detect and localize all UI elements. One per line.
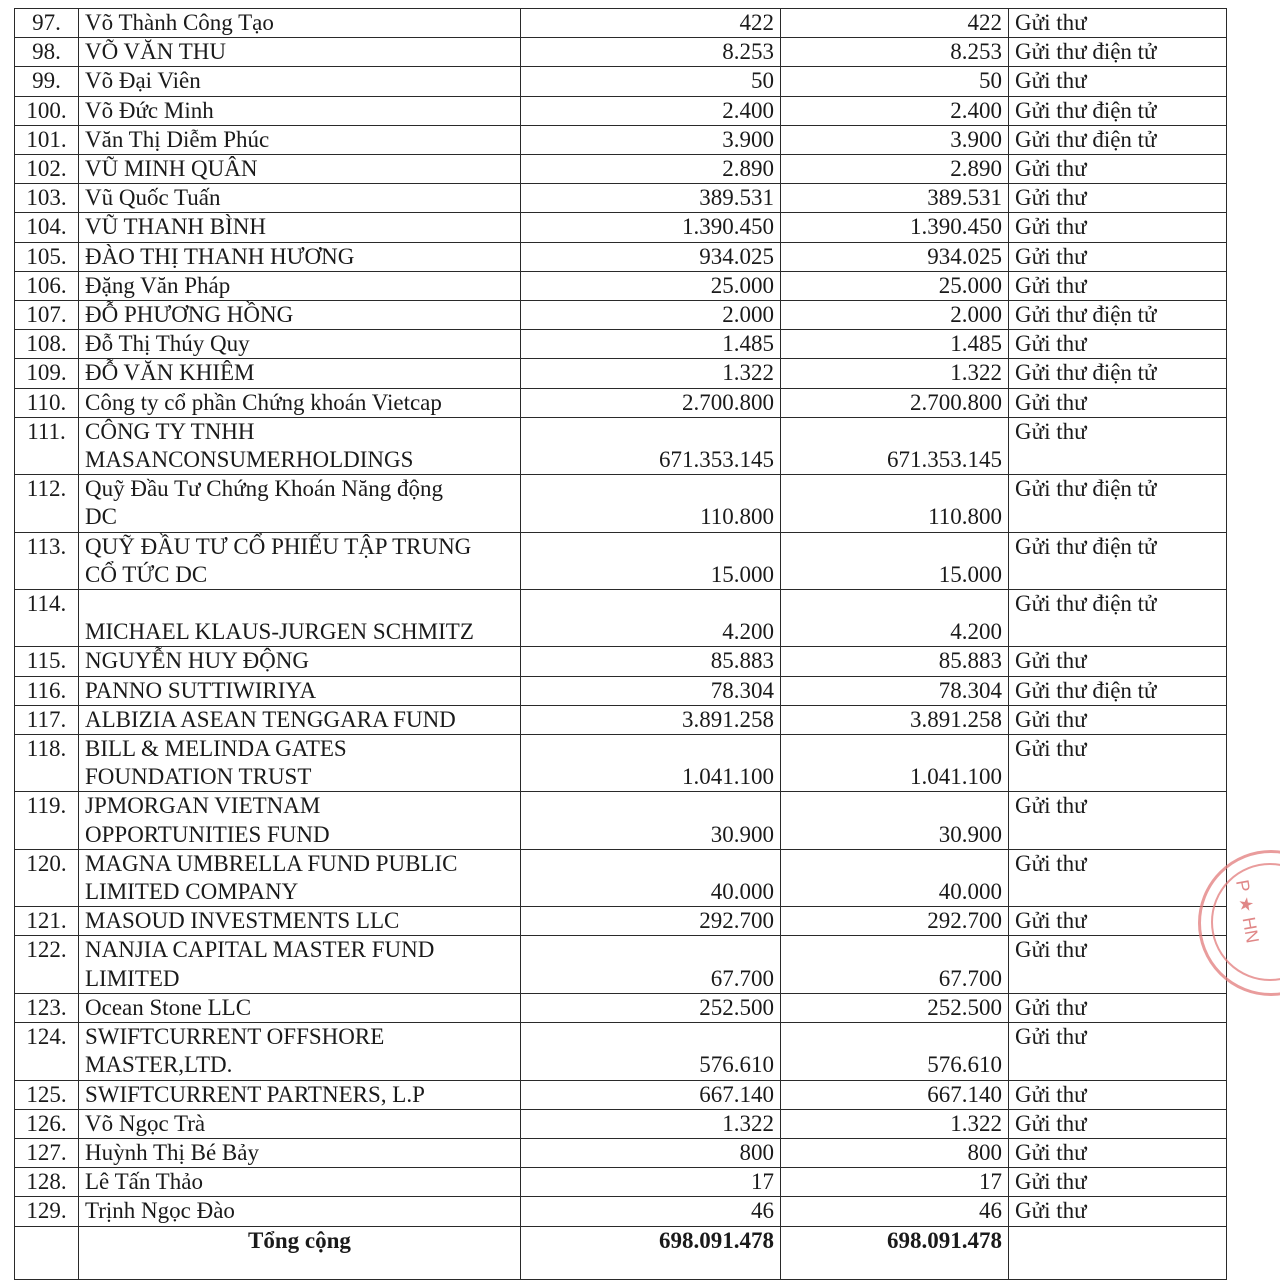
- shares-voting: 46: [781, 1197, 1009, 1226]
- shareholder-name: [79, 417, 521, 474]
- delivery-method: Gửi thư: [1009, 936, 1227, 993]
- shares-owned: 667.140: [521, 1080, 781, 1109]
- delivery-method: Gửi thư: [1009, 647, 1227, 676]
- company-seal-text: P ★ HN: [1232, 878, 1263, 945]
- shareholder-name: ĐÀO THỊ THANH HƯƠNG: [79, 242, 521, 271]
- delivery-method: Gửi thư: [1009, 330, 1227, 359]
- delivery-method: Gửi thư điện tử: [1009, 38, 1227, 67]
- shares-owned: 110.800: [521, 475, 781, 532]
- shareholder-name-line-1: BILL & MELINDA GATES: [85, 736, 347, 762]
- total-label: Tổng cộng: [79, 1226, 521, 1279]
- row-number: 128.: [15, 1168, 79, 1197]
- table-row: [15, 676, 1227, 705]
- delivery-method: Gửi thư điện tử: [1009, 96, 1227, 125]
- shareholder-name: SWIFTCURRENT PARTNERS, L.P: [79, 1080, 521, 1109]
- row-number: 119.: [15, 792, 79, 849]
- table-row: [15, 38, 1227, 67]
- delivery-method: Gửi thư điện tử: [1009, 590, 1227, 647]
- shares-owned: 2.000: [521, 301, 781, 330]
- row-number: 98.: [15, 38, 79, 67]
- table-row: [15, 936, 1227, 993]
- table-row: [15, 1197, 1227, 1226]
- shares-owned: 800: [521, 1138, 781, 1167]
- shares-owned: 78.304: [521, 676, 781, 705]
- shareholder-name: Vũ Quốc Tuấn: [79, 184, 521, 213]
- table-row: [15, 849, 1227, 906]
- shareholder-name-line-2: OPPORTUNITIES FUND: [85, 821, 330, 847]
- table-row: [15, 1109, 1227, 1138]
- shares-owned: 1.041.100: [521, 735, 781, 792]
- table-row: [15, 9, 1227, 38]
- row-number: 129.: [15, 1197, 79, 1226]
- table-row: [15, 532, 1227, 589]
- shareholder-name: [79, 475, 521, 532]
- shareholder-name: Đặng Văn Pháp: [79, 271, 521, 300]
- row-number: 126.: [15, 1109, 79, 1138]
- shares-voting: 252.500: [781, 993, 1009, 1022]
- row-number: 127.: [15, 1138, 79, 1167]
- shares-voting: 1.390.450: [781, 213, 1009, 242]
- table-row: [15, 359, 1227, 388]
- table-row: [15, 792, 1227, 849]
- row-number: 108.: [15, 330, 79, 359]
- shares-voting: 2.000: [781, 301, 1009, 330]
- table-row: [15, 242, 1227, 271]
- shares-voting: 292.700: [781, 907, 1009, 936]
- table-row: [15, 993, 1227, 1022]
- shares-voting: 800: [781, 1138, 1009, 1167]
- row-number: 100.: [15, 96, 79, 125]
- delivery-method: Gửi thư: [1009, 67, 1227, 96]
- delivery-method: Gửi thư: [1009, 184, 1227, 213]
- shares-owned: 1.485: [521, 330, 781, 359]
- shares-voting: 389.531: [781, 184, 1009, 213]
- shares-owned: 17: [521, 1168, 781, 1197]
- shares-owned: 292.700: [521, 907, 781, 936]
- shares-owned: 15.000: [521, 532, 781, 589]
- row-number: 109.: [15, 359, 79, 388]
- delivery-method: Gửi thư: [1009, 907, 1227, 936]
- table-row: [15, 1168, 1227, 1197]
- table-row: [15, 125, 1227, 154]
- shareholder-name: Đỗ Thị Thúy Quy: [79, 330, 521, 359]
- shares-voting: 422: [781, 9, 1009, 38]
- shares-owned: 40.000: [521, 849, 781, 906]
- delivery-method: Gửi thư: [1009, 9, 1227, 38]
- shares-owned: 1.390.450: [521, 213, 781, 242]
- row-number: 107.: [15, 301, 79, 330]
- shareholder-name: [79, 532, 521, 589]
- row-number: 111.: [15, 417, 79, 474]
- shares-owned: 2.400: [521, 96, 781, 125]
- shares-owned: 2.890: [521, 155, 781, 184]
- shares-voting: 78.304: [781, 676, 1009, 705]
- shares-owned: 1.322: [521, 359, 781, 388]
- delivery-method: Gửi thư: [1009, 271, 1227, 300]
- delivery-method: Gửi thư: [1009, 388, 1227, 417]
- shares-voting: 15.000: [781, 532, 1009, 589]
- row-number: 124.: [15, 1023, 79, 1080]
- row-number: 113.: [15, 532, 79, 589]
- shareholder-name: [79, 590, 521, 647]
- shares-voting: 3.891.258: [781, 705, 1009, 734]
- delivery-method: Gửi thư: [1009, 417, 1227, 474]
- delivery-method: Gửi thư: [1009, 242, 1227, 271]
- row-number: 121.: [15, 907, 79, 936]
- shareholder-name: VŨ THANH BÌNH: [79, 213, 521, 242]
- shares-voting: 671.353.145: [781, 417, 1009, 474]
- row-number: 104.: [15, 213, 79, 242]
- row-number: 123.: [15, 993, 79, 1022]
- shareholder-name-line-1: Quỹ Đầu Tư Chứng Khoán Năng động: [85, 476, 443, 502]
- total-shares-a: 698.091.478: [521, 1226, 781, 1279]
- shareholder-name: Văn Thị Diễm Phúc: [79, 125, 521, 154]
- delivery-method: Gửi thư điện tử: [1009, 532, 1227, 589]
- shareholder-table: [14, 8, 1227, 1280]
- row-number: 101.: [15, 125, 79, 154]
- delivery-method: Gửi thư điện tử: [1009, 125, 1227, 154]
- table-row: [15, 417, 1227, 474]
- row-number: 112.: [15, 475, 79, 532]
- shares-voting: 667.140: [781, 1080, 1009, 1109]
- shares-owned: 252.500: [521, 993, 781, 1022]
- table-row: [15, 388, 1227, 417]
- table-row: [15, 1080, 1227, 1109]
- shares-owned: 389.531: [521, 184, 781, 213]
- shares-owned: 934.025: [521, 242, 781, 271]
- shareholder-name: Võ Đức Minh: [79, 96, 521, 125]
- shareholder-name-line-1: [85, 590, 514, 618]
- shares-owned: 25.000: [521, 271, 781, 300]
- shares-voting: 40.000: [781, 849, 1009, 906]
- shares-owned: 1.322: [521, 1109, 781, 1138]
- delivery-method: Gửi thư điện tử: [1009, 475, 1227, 532]
- shares-owned: 50: [521, 67, 781, 96]
- shareholder-name-line-2: LIMITED COMPANY: [85, 879, 299, 905]
- delivery-method: Gửi thư: [1009, 849, 1227, 906]
- delivery-method: Gửi thư: [1009, 1080, 1227, 1109]
- shareholder-name-line-1: CÔNG TY TNHH: [85, 418, 255, 444]
- table-row: [15, 301, 1227, 330]
- shareholder-name: MASOUD INVESTMENTS LLC: [79, 907, 521, 936]
- shares-voting: 3.900: [781, 125, 1009, 154]
- shares-voting: 1.485: [781, 330, 1009, 359]
- shares-voting: 576.610: [781, 1023, 1009, 1080]
- row-number: 117.: [15, 705, 79, 734]
- delivery-method: Gửi thư: [1009, 792, 1227, 849]
- shares-owned: 4.200: [521, 590, 781, 647]
- shareholder-name: ALBIZIA ASEAN TENGGARA FUND: [79, 705, 521, 734]
- delivery-method: Gửi thư điện tử: [1009, 359, 1227, 388]
- shares-owned: 422: [521, 9, 781, 38]
- shares-voting: 4.200: [781, 590, 1009, 647]
- shareholder-name: Võ Đại Viên: [79, 67, 521, 96]
- shares-owned: 67.700: [521, 936, 781, 993]
- delivery-method: Gửi thư: [1009, 155, 1227, 184]
- row-number: 99.: [15, 67, 79, 96]
- table-row: [15, 590, 1227, 647]
- shares-voting: 50: [781, 67, 1009, 96]
- row-number: 110.: [15, 388, 79, 417]
- row-number: 122.: [15, 936, 79, 993]
- delivery-method: Gửi thư: [1009, 993, 1227, 1022]
- row-number: 125.: [15, 1080, 79, 1109]
- shareholder-name-line-2: MASANCONSUMERHOLDINGS: [85, 447, 414, 473]
- delivery-method: Gửi thư: [1009, 735, 1227, 792]
- shareholder-name-line-1: NANJIA CAPITAL MASTER FUND: [85, 937, 435, 963]
- row-number: 116.: [15, 676, 79, 705]
- row-number: 103.: [15, 184, 79, 213]
- total-method-cell: [1009, 1226, 1227, 1279]
- shareholder-name-line-1: SWIFTCURRENT OFFSHORE: [85, 1024, 385, 1050]
- shareholder-name: Võ Thành Công Tạo: [79, 9, 521, 38]
- shareholder-name-line-2: LIMITED: [85, 965, 180, 991]
- shares-owned: 30.900: [521, 792, 781, 849]
- table-row: [15, 475, 1227, 532]
- table-row: [15, 96, 1227, 125]
- delivery-method: Gửi thư điện tử: [1009, 676, 1227, 705]
- total-shares-b: 698.091.478: [781, 1226, 1009, 1279]
- shareholder-name: VŨ MINH QUÂN: [79, 155, 521, 184]
- shareholder-name: Công ty cổ phần Chứng khoán Vietcap: [79, 388, 521, 417]
- shareholder-name: [79, 735, 521, 792]
- shares-voting: 110.800: [781, 475, 1009, 532]
- shareholder-name: PANNO SUTTIWIRIYA: [79, 676, 521, 705]
- delivery-method: Gửi thư: [1009, 213, 1227, 242]
- shares-voting: 1.041.100: [781, 735, 1009, 792]
- table-row: [15, 907, 1227, 936]
- table-row: [15, 330, 1227, 359]
- table-row: [15, 1023, 1227, 1080]
- shareholder-name-line-1: JPMORGAN VIETNAM: [85, 793, 321, 819]
- shareholder-name: Võ Ngọc Trà: [79, 1109, 521, 1138]
- total-row: [15, 1226, 1227, 1279]
- shares-owned: 2.700.800: [521, 388, 781, 417]
- table-row: [15, 647, 1227, 676]
- delivery-method: Gửi thư: [1009, 1197, 1227, 1226]
- row-number: 118.: [15, 735, 79, 792]
- delivery-method: Gửi thư: [1009, 1023, 1227, 1080]
- shares-voting: 2.890: [781, 155, 1009, 184]
- shareholder-name: Ocean Stone LLC: [79, 993, 521, 1022]
- shares-voting: 934.025: [781, 242, 1009, 271]
- row-number: 106.: [15, 271, 79, 300]
- row-number: 102.: [15, 155, 79, 184]
- shares-voting: 2.400: [781, 96, 1009, 125]
- shareholder-name: Lê Tấn Thảo: [79, 1168, 521, 1197]
- delivery-method: Gửi thư: [1009, 1168, 1227, 1197]
- table-row: [15, 705, 1227, 734]
- shareholder-name: ĐỖ PHƯƠNG HỒNG: [79, 301, 521, 330]
- row-number: 115.: [15, 647, 79, 676]
- shareholder-name: [79, 1023, 521, 1080]
- row-number: 97.: [15, 9, 79, 38]
- shareholder-name-line-2: MASTER,LTD.: [85, 1052, 233, 1078]
- shares-voting: 2.700.800: [781, 388, 1009, 417]
- table-row: [15, 271, 1227, 300]
- delivery-method: Gửi thư: [1009, 705, 1227, 734]
- shares-owned: 85.883: [521, 647, 781, 676]
- shareholder-name: [79, 936, 521, 993]
- row-number: 114.: [15, 590, 79, 647]
- shares-voting: 30.900: [781, 792, 1009, 849]
- shareholder-name-line-2: FOUNDATION TRUST: [85, 764, 312, 790]
- shareholder-name: ĐỖ VĂN KHIÊM: [79, 359, 521, 388]
- shares-owned: 3.900: [521, 125, 781, 154]
- row-number: 105.: [15, 242, 79, 271]
- shareholder-name: Huỳnh Thị Bé Bảy: [79, 1138, 521, 1167]
- shares-voting: 8.253: [781, 38, 1009, 67]
- shareholder-name: Trịnh Ngọc Đào: [79, 1197, 521, 1226]
- shareholder-name-line-1: QUỸ ĐẦU TƯ CỔ PHIẾU TẬP TRUNG: [85, 533, 472, 559]
- shareholder-name-line-1: MAGNA UMBRELLA FUND PUBLIC: [85, 850, 458, 876]
- shareholder-name: NGUYỄN HUY ĐỘNG: [79, 647, 521, 676]
- total-no-cell: [15, 1226, 79, 1279]
- delivery-method: Gửi thư: [1009, 1138, 1227, 1167]
- shareholder-name: [79, 849, 521, 906]
- delivery-method: Gửi thư điện tử: [1009, 301, 1227, 330]
- table-row: [15, 67, 1227, 96]
- shares-voting: 1.322: [781, 1109, 1009, 1138]
- shares-voting: 25.000: [781, 271, 1009, 300]
- shareholder-name-line-2: DC: [85, 504, 117, 530]
- shares-owned: 46: [521, 1197, 781, 1226]
- shares-voting: 67.700: [781, 936, 1009, 993]
- shares-voting: 17: [781, 1168, 1009, 1197]
- table-row: [15, 1138, 1227, 1167]
- delivery-method: Gửi thư: [1009, 1109, 1227, 1138]
- table-body: [15, 9, 1227, 1227]
- shareholder-name-line-2: CỔ TỨC DC: [85, 561, 208, 587]
- table-row: [15, 213, 1227, 242]
- shares-voting: 85.883: [781, 647, 1009, 676]
- shares-owned: 671.353.145: [521, 417, 781, 474]
- shareholder-name: VÕ VĂN THU: [79, 38, 521, 67]
- shares-owned: 3.891.258: [521, 705, 781, 734]
- shares-owned: 576.610: [521, 1023, 781, 1080]
- shareholder-table-page: [14, 8, 1226, 1280]
- shareholder-name: [79, 792, 521, 849]
- table-row: [15, 184, 1227, 213]
- table-row: [15, 735, 1227, 792]
- shares-owned: 8.253: [521, 38, 781, 67]
- row-number: 120.: [15, 849, 79, 906]
- shares-voting: 1.322: [781, 359, 1009, 388]
- table-row: [15, 155, 1227, 184]
- shareholder-name-line-2: MICHAEL KLAUS-JURGEN SCHMITZ: [85, 619, 474, 645]
